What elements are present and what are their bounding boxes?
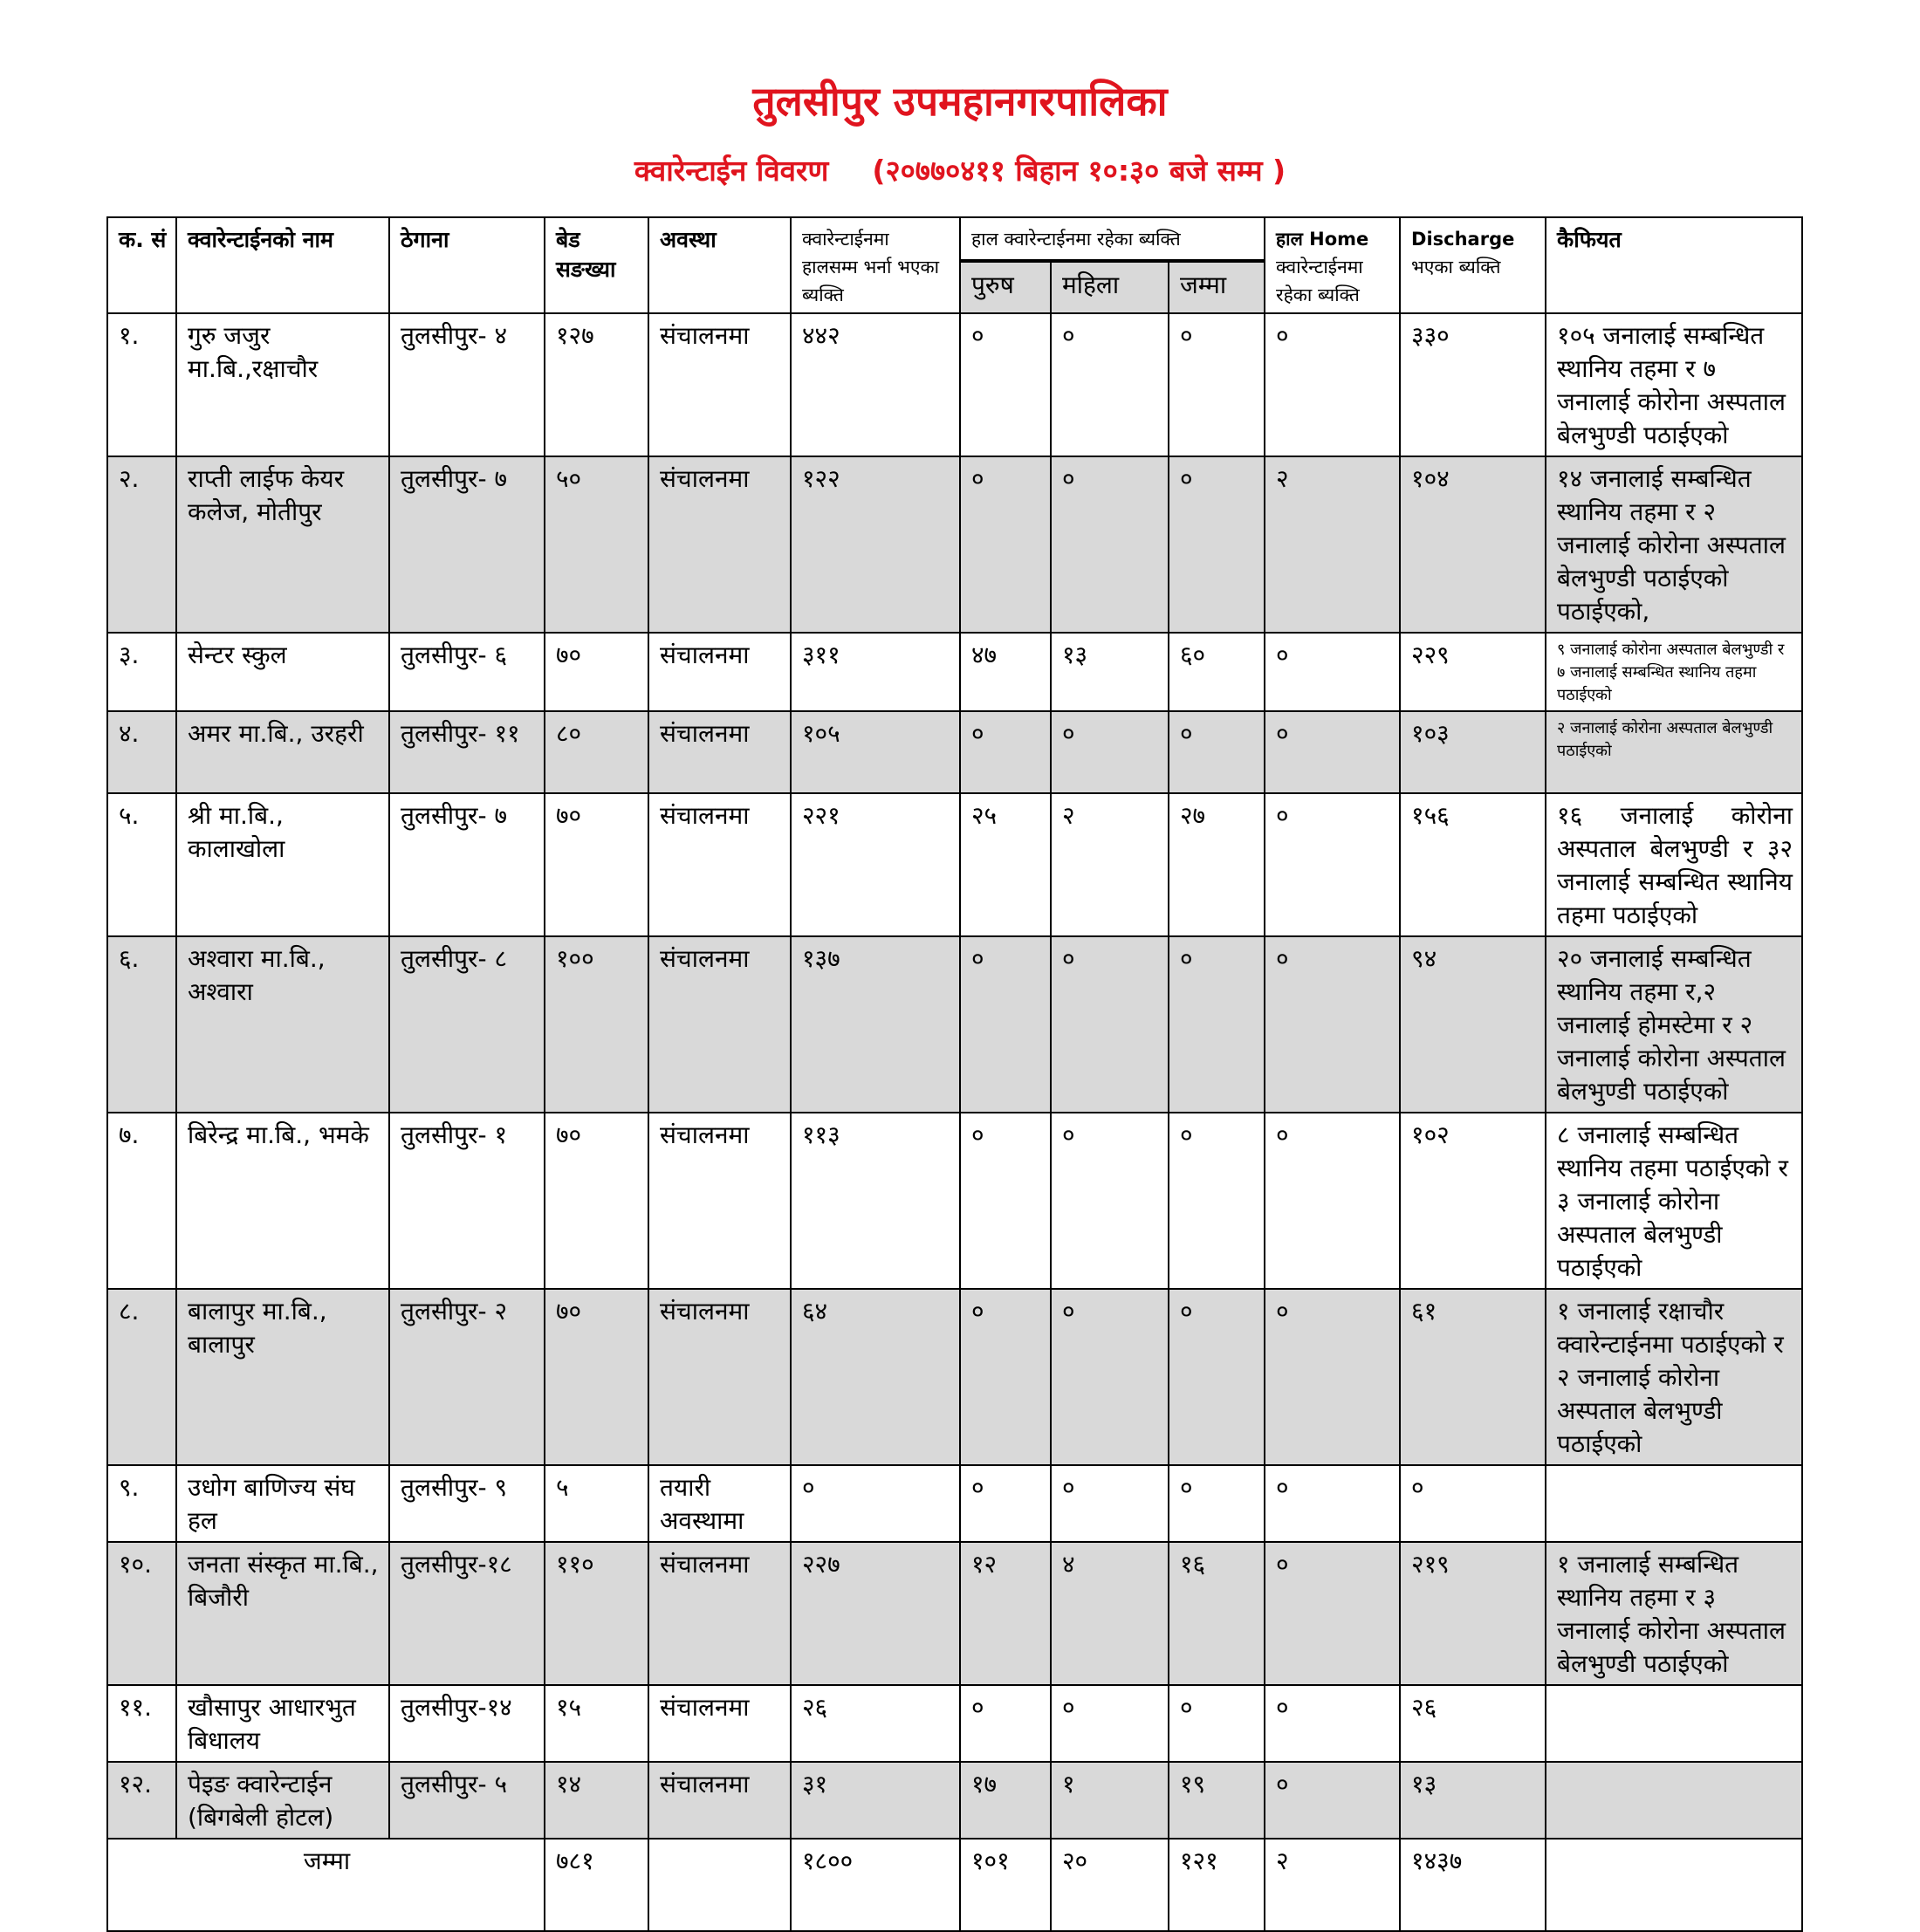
cell-male: ४७ [960,633,1051,711]
cell-status: संचालनमा [648,313,791,456]
table-row [107,1113,1802,1289]
header-remarks: कैफियत [1546,217,1802,313]
cell-sn: १२. [107,1762,176,1839]
cell-status: संचालनमा [648,1685,791,1762]
cell-discharge: १०२ [1400,1113,1546,1289]
cell-beds: १०० [545,936,648,1113]
cell-status: तयारी अवस्थामा [648,1465,791,1542]
cell-admitted: १३७ [791,936,960,1113]
table-row [107,793,1802,936]
cell-status: संचालनमा [648,633,791,711]
cell-female: ० [1051,313,1169,456]
cell-home: ० [1265,1289,1400,1465]
table-row [107,1465,1802,1542]
cell-female: ४ [1051,1542,1169,1685]
cell-male: ० [960,1465,1051,1542]
cell-total: १६ [1169,1542,1265,1685]
header-name: क्वारेन्टाईनको नाम [176,217,389,313]
cell-name: बिरेन्द्र मा.बि., भमके [176,1113,389,1289]
table-row [107,456,1802,633]
cell-status: संचालनमा [648,711,791,793]
table-row [107,1685,1802,1762]
cell-sn: ६. [107,936,176,1113]
cell-home: ० [1265,711,1400,793]
cell-name: बालापुर मा.बि., बालापुर [176,1289,389,1465]
cell-status: संचालनमा [648,1113,791,1289]
header-address: ठेगाना [389,217,545,313]
cell-male: ० [960,456,1051,633]
cell-remarks [1546,1685,1802,1762]
cell-name: जनता संस्कृत मा.बि., बिजौरी [176,1542,389,1685]
cell-address: तुलसीपुर- ५ [389,1762,545,1839]
header-beds: बेड सङख्या [545,217,648,313]
cell-beds: १५ [545,1685,648,1762]
cell-male: ० [960,1289,1051,1465]
table-row [107,1289,1802,1465]
totals-female: २० [1051,1839,1169,1931]
cell-sn: ५. [107,793,176,936]
cell-remarks: २ जनालाई कोरोना अस्पताल बेलभुण्डी पठाईएको [1546,711,1802,793]
totals-remarks-blank [1546,1839,1802,1931]
cell-total: ० [1169,1685,1265,1762]
totals-male: १०१ [960,1839,1051,1931]
cell-admitted: ६४ [791,1289,960,1465]
cell-admitted: १०५ [791,711,960,793]
cell-total: ० [1169,313,1265,456]
cell-name: पेइङ क्वारेन्टाईन (बिगबेली होटल) [176,1762,389,1839]
cell-female: १३ [1051,633,1169,711]
cell-name: गुरु जजुर मा.बि.,रक्षाचौर [176,313,389,456]
cell-female: ० [1051,1113,1169,1289]
cell-admitted: ३१ [791,1762,960,1839]
cell-remarks: १४ जनालाई सम्बन्धित स्थानिय तहमा र २ जनालाई कोरोना अस्पताल बेलभुण्डी पठाईएको पठाईएको, [1546,456,1802,633]
header-home-quarantine [1265,217,1400,313]
cell-admitted: १२२ [791,456,960,633]
cell-female: ० [1051,1685,1169,1762]
cell-admitted: २२७ [791,1542,960,1685]
cell-name: अश्वारा मा.बि., अश्वारा [176,936,389,1113]
table-row [107,711,1802,793]
cell-beds: ७० [545,1113,648,1289]
cell-home: ० [1265,1762,1400,1839]
header-discharge-a: Discharge [1411,229,1515,250]
cell-address: तुलसीपुर- ७ [389,456,545,633]
cell-male: ० [960,711,1051,793]
subtitle-left: क्वारेन्टाईन विवरण [634,154,829,188]
cell-sn: ९. [107,1465,176,1542]
cell-male: १२ [960,1542,1051,1685]
cell-discharge: १३ [1400,1762,1546,1839]
cell-total: ६० [1169,633,1265,711]
cell-discharge: १५६ [1400,793,1546,936]
cell-home: ० [1265,1685,1400,1762]
cell-home: २ [1265,456,1400,633]
table-row [107,313,1802,456]
cell-beds: ८० [545,711,648,793]
header-discharge [1400,217,1546,313]
cell-address: तुलसीपुर- ७ [389,793,545,936]
header-home-b: क्वारेन्टाईनमा रहेका ब्यक्ति [1276,257,1363,305]
totals-total: १२१ [1169,1839,1265,1931]
cell-sn: ८. [107,1289,176,1465]
table-row [107,936,1802,1113]
page-subtitle [0,150,1920,189]
cell-admitted: २२१ [791,793,960,936]
cell-total: ० [1169,936,1265,1113]
totals-discharge: १४३७ [1400,1839,1546,1931]
cell-discharge: ६१ [1400,1289,1546,1465]
cell-name: राप्ती लाईफ केयर कलेज, मोतीपुर [176,456,389,633]
cell-female: २ [1051,793,1169,936]
cell-name: सेन्टर स्कुल [176,633,389,711]
cell-male: ० [960,936,1051,1113]
cell-discharge: २१९ [1400,1542,1546,1685]
header-female: महिला [1051,261,1169,313]
cell-male: १७ [960,1762,1051,1839]
cell-remarks [1546,1465,1802,1542]
cell-male: ० [960,1685,1051,1762]
header-total: जम्मा [1169,261,1265,313]
cell-remarks: १ जनालाई सम्बन्धित स्थानिय तहमा र ३ जनालाई कोरोना अस्पताल बेलभुण्डी पठाईएको [1546,1542,1802,1685]
cell-sn: १०. [107,1542,176,1685]
table-row [107,1542,1802,1685]
cell-total: ० [1169,1289,1265,1465]
cell-female: १ [1051,1762,1169,1839]
cell-discharge: ९४ [1400,936,1546,1113]
cell-total: १९ [1169,1762,1265,1839]
cell-home: ० [1265,313,1400,456]
page-title: तुलसीपुर उपमहानगरपालिका [752,78,1168,125]
cell-sn: ७. [107,1113,176,1289]
header-discharge-b: भएका ब्यक्ति [1411,257,1501,277]
cell-total: ० [1169,456,1265,633]
header-home-a: हाल Home [1276,229,1369,250]
header-current-group: हाल क्वारेन्टाईनमा रहेका ब्यक्ति [960,217,1265,261]
totals-row [107,1839,1802,1931]
cell-remarks [1546,1762,1802,1839]
totals-admitted: १८०० [791,1839,960,1931]
totals-status-blank [648,1839,791,1931]
cell-remarks: १६ जनालाई कोरोना अस्पताल बेलभुण्डी र ३२ जनालाई सम्बन्धित स्थानिय तहमा पठाईएको [1546,793,1802,936]
cell-address: तुलसीपुर- ६ [389,633,545,711]
cell-discharge: ० [1400,1465,1546,1542]
cell-beds: १४ [545,1762,648,1839]
cell-sn: ४. [107,711,176,793]
cell-name: श्री मा.बि., कालाखोला [176,793,389,936]
cell-female: ० [1051,711,1169,793]
header-status: अवस्था [648,217,791,313]
cell-home: ० [1265,1465,1400,1542]
cell-address: तुलसीपुर- १ [389,1113,545,1289]
cell-beds: ५ [545,1465,648,1542]
totals-home: २ [1265,1839,1400,1931]
header-male: पुरुष [960,261,1051,313]
cell-male: ० [960,1113,1051,1289]
cell-address: तुलसीपुर-१४ [389,1685,545,1762]
cell-beds: ५० [545,456,648,633]
cell-remarks: २० जनालाई सम्बन्धित स्थानिय तहमा र,२ जनालाई होमस्टेमा र २ जनालाई कोरोना अस्पताल बेलभुण्डी पठाईएको [1546,936,1802,1113]
cell-admitted: ११३ [791,1113,960,1289]
cell-total: २७ [1169,793,1265,936]
cell-address: तुलसीपुर-१८ [389,1542,545,1685]
cell-remarks: १ जनालाई रक्षाचौर क्वारेन्टाईनमा पठाईएको र २ जनालाई कोरोना अस्पताल बेलभुण्डी पठाईएको [1546,1289,1802,1465]
cell-total: ० [1169,1113,1265,1289]
table-row [107,633,1802,711]
cell-female: ० [1051,456,1169,633]
cell-admitted: ४४२ [791,313,960,456]
cell-male: २५ [960,793,1051,936]
cell-remarks: ८ जनालाई सम्बन्धित स्थानिय तहमा पठाईएको र ३ जनालाई कोरोना अस्पताल बेलभुण्डी पठाईएको [1546,1113,1802,1289]
quarantine-table [106,216,1803,1932]
table-row [107,1762,1802,1839]
cell-female: ० [1051,1289,1169,1465]
cell-home: ० [1265,1113,1400,1289]
totals-label: जम्मा [107,1839,545,1931]
totals-beds: ७८१ [545,1839,648,1931]
cell-admitted: ० [791,1465,960,1542]
cell-beds: ११० [545,1542,648,1685]
cell-address: तुलसीपुर- ४ [389,313,545,456]
cell-female: ० [1051,1465,1169,1542]
cell-address: तुलसीपुर- ९ [389,1465,545,1542]
cell-name: खौसापुर आधारभुत बिधालय [176,1685,389,1762]
cell-sn: ३. [107,633,176,711]
header-admitted: क्वारेन्टाईनमा हालसम्म भर्ना भएका ब्यक्ति [791,217,960,313]
cell-total: ० [1169,711,1265,793]
cell-beds: १२७ [545,313,648,456]
cell-name: उधोग बाणिज्य संघ हल [176,1465,389,1542]
cell-male: ० [960,313,1051,456]
cell-remarks: १०५ जनालाई सम्बन्धित स्थानिय तहमा र ७ जनालाई कोरोना अस्पताल बेलभुण्डी पठाईएको [1546,313,1802,456]
cell-address: तुलसीपुर- २ [389,1289,545,1465]
cell-home: ० [1265,936,1400,1113]
cell-beds: ७० [545,633,648,711]
cell-sn: १. [107,313,176,456]
cell-name: अमर मा.बि., उरहरी [176,711,389,793]
cell-sn: २. [107,456,176,633]
cell-status: संचालनमा [648,1289,791,1465]
cell-admitted: ३११ [791,633,960,711]
cell-status: संचालनमा [648,793,791,936]
cell-address: तुलसीपुर- ८ [389,936,545,1113]
header-sn: क. सं [107,217,176,313]
cell-status: संचालनमा [648,1542,791,1685]
cell-female: ० [1051,936,1169,1113]
cell-home: ० [1265,1542,1400,1685]
table-body [107,313,1802,1839]
cell-home: ० [1265,633,1400,711]
cell-home: ० [1265,793,1400,936]
cell-discharge: १०३ [1400,711,1546,793]
cell-status: संचालनमा [648,1762,791,1839]
cell-discharge: २६ [1400,1685,1546,1762]
cell-discharge: १०४ [1400,456,1546,633]
cell-remarks: ९ जनालाई कोरोना अस्पताल बेलभुण्डी र ७ जनालाई सम्बन्धित स्थानिय तहमा पठाईएको [1546,633,1802,711]
cell-total: ० [1169,1465,1265,1542]
cell-discharge: २२९ [1400,633,1546,711]
subtitle-date: (२०७७०४११ बिहान १०:३० बजे सम्म ) [872,154,1286,188]
cell-sn: ११. [107,1685,176,1762]
cell-address: तुलसीपुर- ११ [389,711,545,793]
cell-status: संचालनमा [648,936,791,1113]
cell-discharge: ३३० [1400,313,1546,456]
cell-status: संचालनमा [648,456,791,633]
cell-admitted: २६ [791,1685,960,1762]
cell-beds: ७० [545,1289,648,1465]
cell-beds: ७० [545,793,648,936]
